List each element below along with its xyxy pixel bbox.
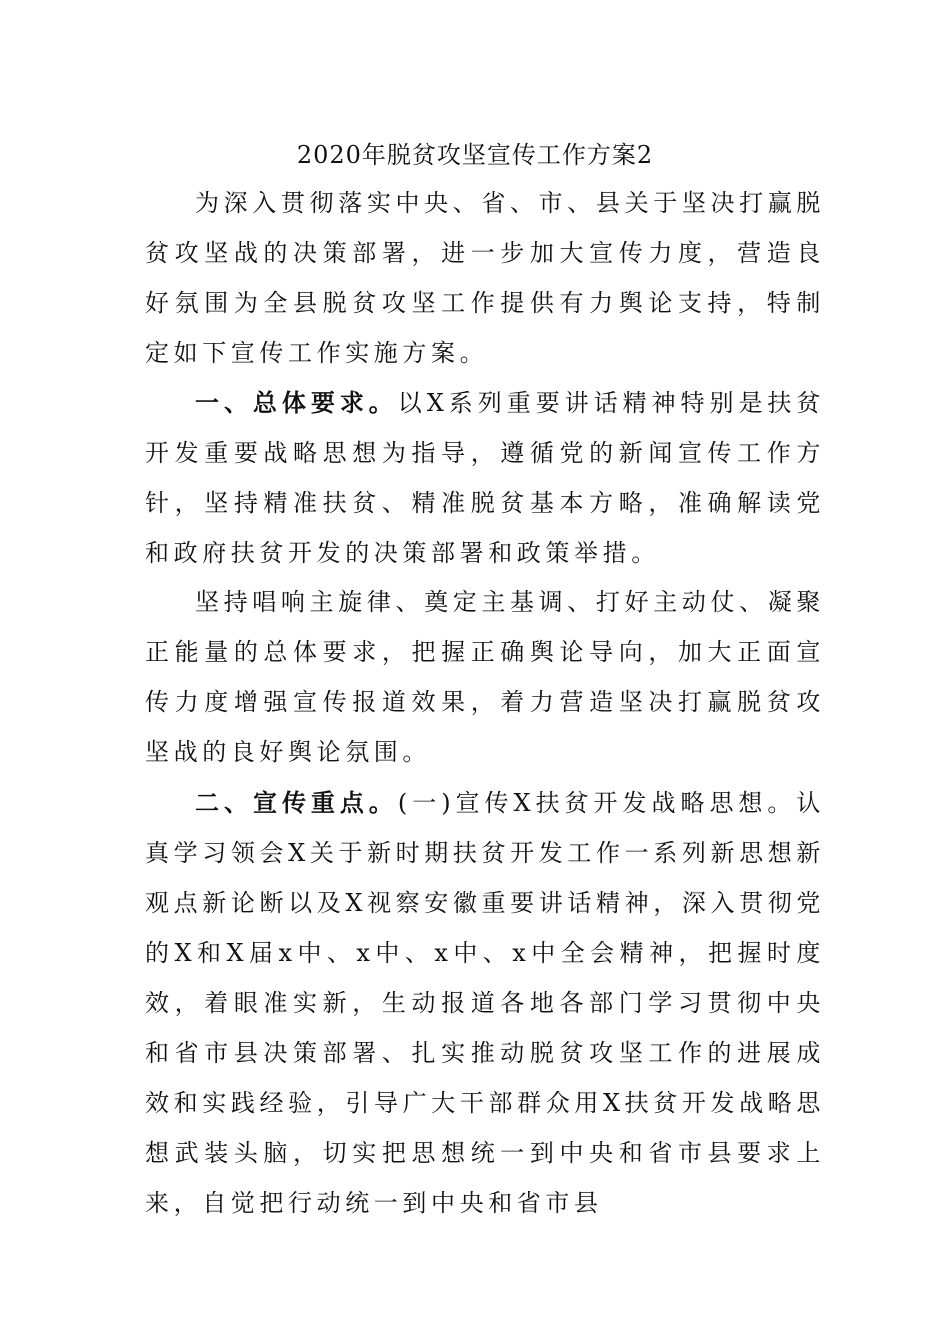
section-1-paragraph — [145, 378, 825, 578]
document-title: 2020年脱贫攻坚宣传工作方案2 — [296, 141, 654, 169]
principles-paragraph: 坚持唱响主旋律、奠定主基调、打好主动仗、凝聚正能量的总体要求，把握正确舆论导向，加大正面宣传力度增强宣传报道效果，着力营造坚决打赢脱贫攻坚战的良好舆论氛围。 — [145, 588, 825, 766]
section-2-paragraph — [145, 778, 825, 1228]
section-1-body: 以X系列重要讲话精神特别是扶贫开发重要战略思想为指导，遵循党的新闻宣传工作方针，坚持精准扶贫、精准脱贫基本方略，准确解读党和政府扶贫开发的决策部署和政策举措。 — [145, 389, 826, 567]
section-2-heading: 二、宣传重点。 — [195, 788, 398, 817]
section-1-heading: 一、总体要求。 — [195, 388, 398, 417]
section-2-body: (一)宣传X扶贫开发战略思想。认真学习领会X关于新时期扶贫开发工作一系列新思想新观点新论断以及X视察安徽重要讲话精神，深入贯彻党的X和X届x中、x中、x中、x中全会精神，把握时度效，着眼准实新，生动报道各地各部门学习贯彻中央和省市县决策部署、扎实推动脱贫攻坚工作的进展成效和实践经验，引导广大干部群众用X扶贫开发战略思想武装头脑，切实把思想统一到中央和省市县要求上来，自觉把行动统一到中央和省市县 — [145, 789, 825, 1217]
intro-paragraph: 为深入贯彻落实中央、省、市、县关于坚决打赢脱贫攻坚战的决策部署，进一步加大宣传力度，营造良好氛围为全县脱贫攻坚工作提供有力舆论支持，特制定如下宣传工作实施方案。 — [145, 189, 825, 367]
